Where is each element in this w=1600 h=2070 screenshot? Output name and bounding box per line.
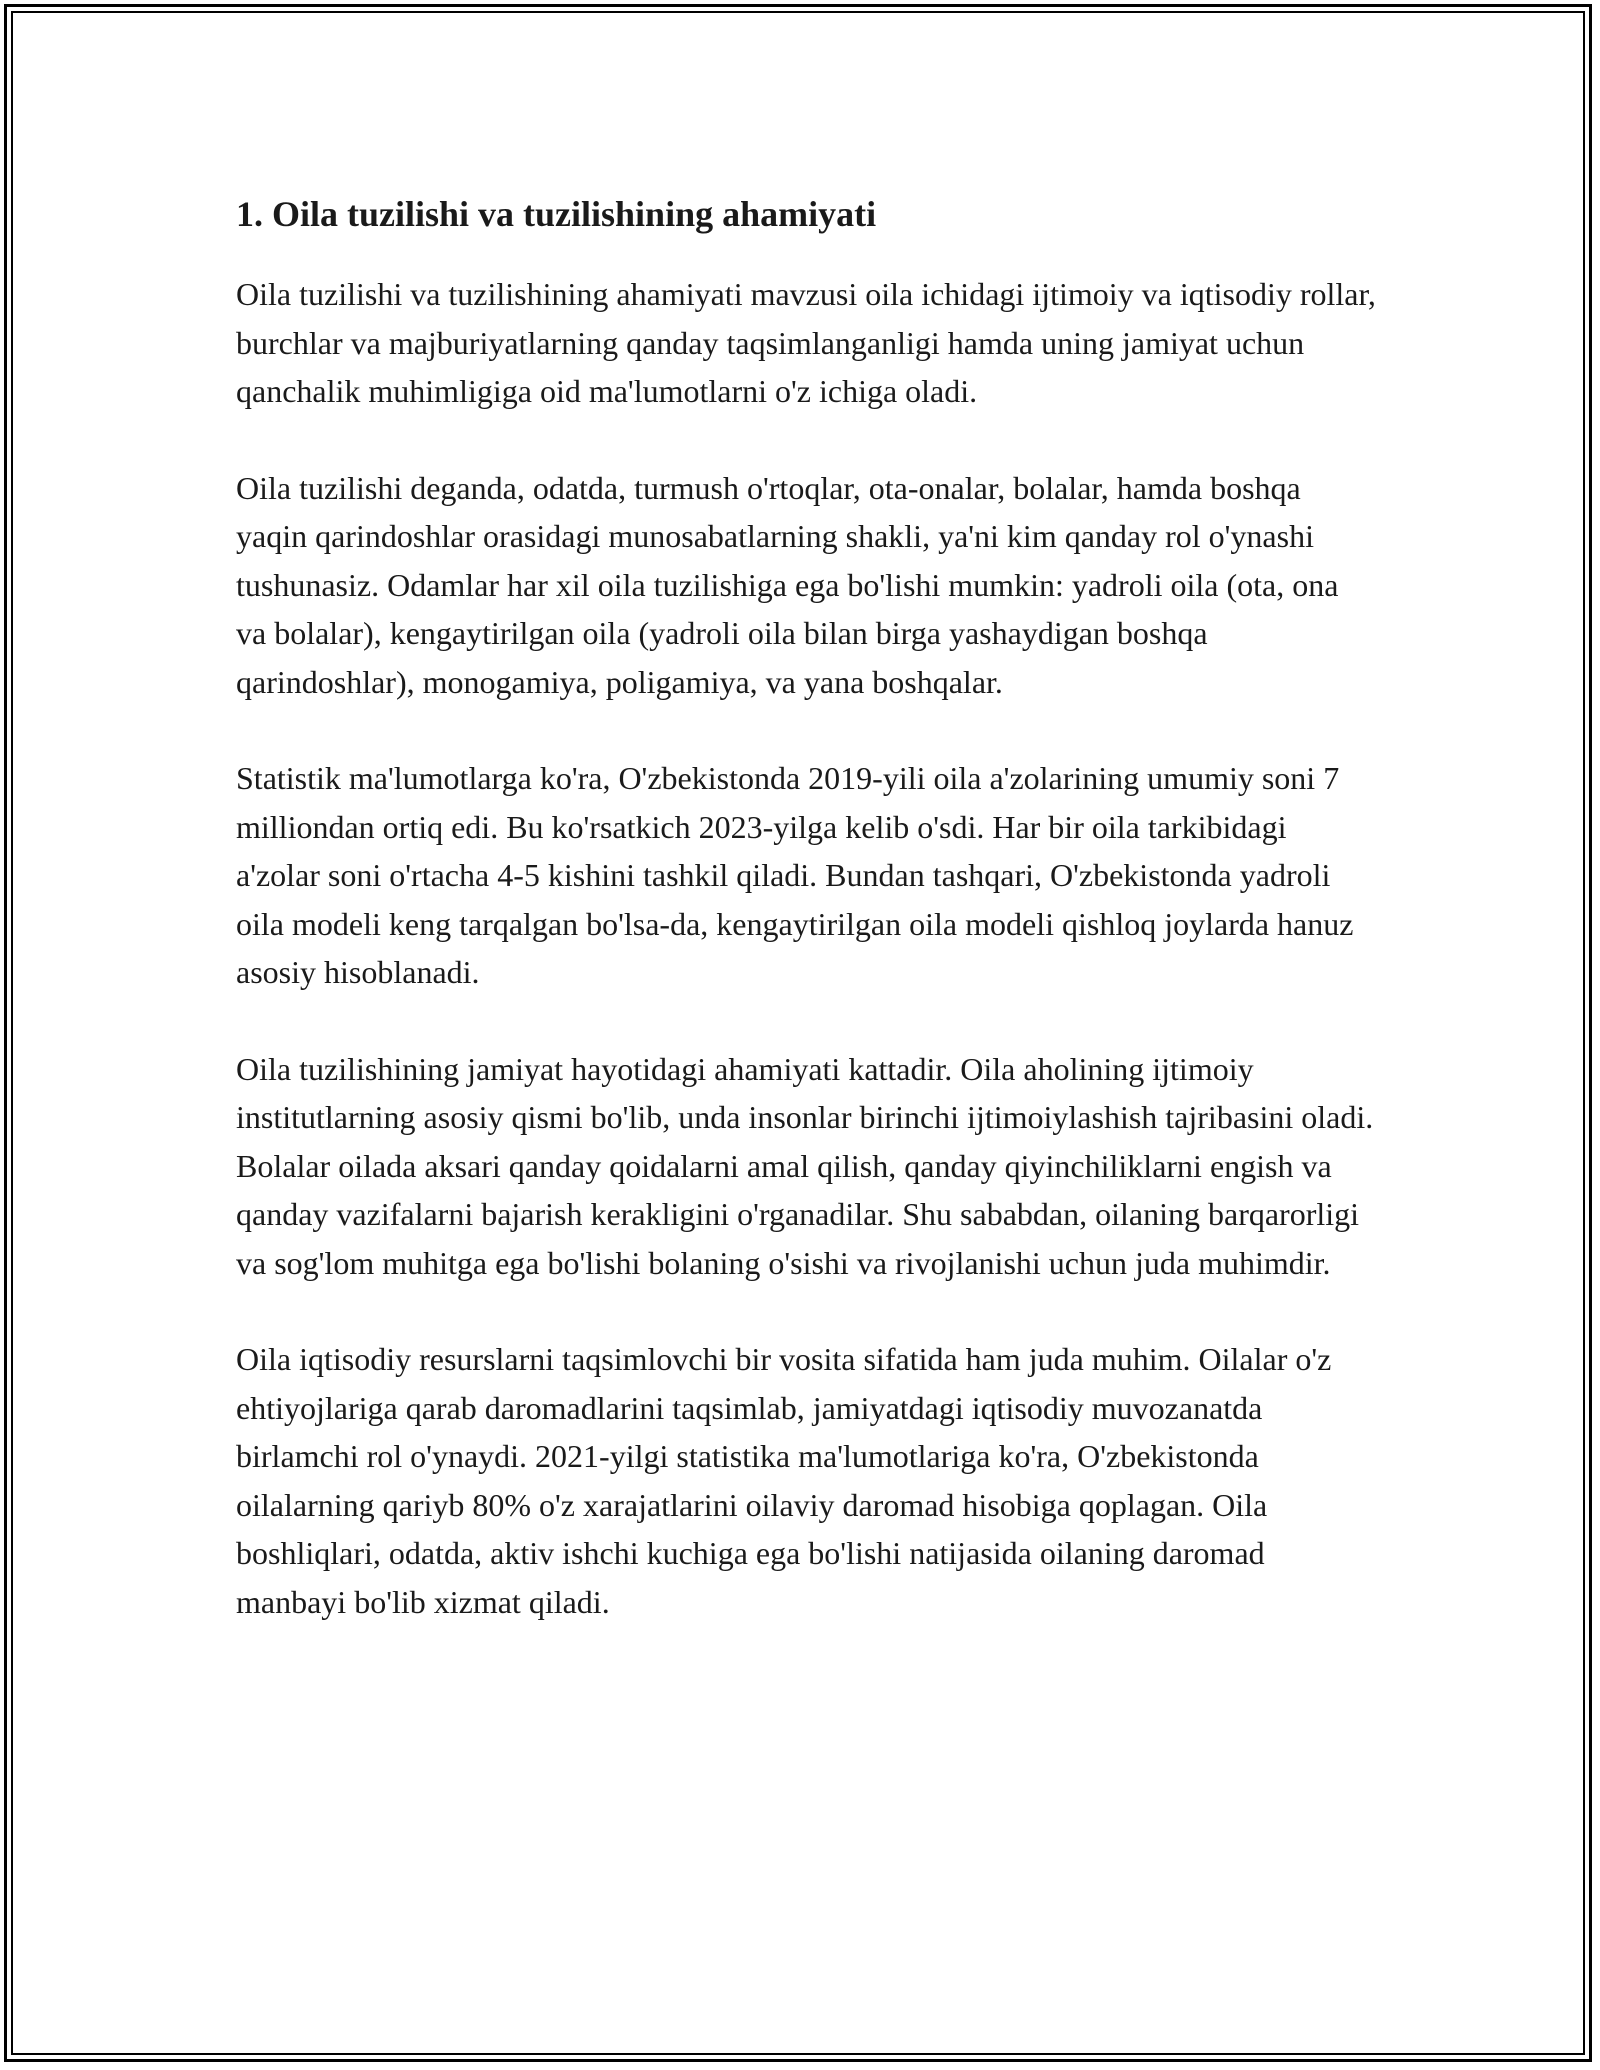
paragraph-social-importance: Oila tuzilishining jamiyat hayotidagi ahamiyati kattadir. Oila aholining ijtimoiy institutlarning asosiy qismi bo'lib, unda insonlar birinchi ijtimoiylashish tajribasini oladi. Bolalar oilada aksari qanday qoidalarni amal qilish, qanday qiyinchiliklarni engish va qanday vazifalarni bajarish kerakligini o'rganadilar. Shu sababdan, oilaning barqarorligi va sog'lom muhitga ega bo'lishi bolaning o'sishi va rivojlanishi uchun juda muhimdir.	[236, 1050, 1374, 1281]
document-body	[236, 186, 1376, 1674]
paragraph-intro: Oila tuzilishi va tuzilishining ahamiyati mavzusi oila ichidagi ijtimoiy va iqtisodiy rollar, burchlar va majburiyatlarning qanday taqsimlanganligi hamda uning jamiyat uchun qanchalik muhimligiga oid ma'lumotlarni o'z ichiga oladi.	[236, 276, 1376, 409]
paragraph-family-structure: Oila tuzilishi deganda, odatda, turmush o'rtoqlar, ota-onalar, bolalar, hamda boshqa yaqin qarindoshlar orasidagi munosabatlarning shakli, ya'ni kim qanday rol o'ynashi tushunasiz. Odamlar har xil oila tuzilishiga ega bo'lishi mumkin: yadroli oila (ota, ona va bolalar), kengaytirilgan oila (yadroli oila bilan birga yashaydigan boshqa qarindoshlar), monogamiya, poligamiya, va yana boshqalar.	[236, 469, 1339, 700]
paragraph-statistics: Statistik ma'lumotlarga ko'ra, O'zbekistonda 2019-yili oila a'zolarining umumiy soni 7 milliondan ortiq edi. Bu ko'rsatkich 2023-yilga kelib o'sdi. Har bir oila tarkibidagi a'zolar soni o'rtacha 4-5 kishini tashkil qiladi. Bundan tashqari, O'zbekistonda yadroli oila modeli keng tarqalgan bo'lsa-da, kengaytirilgan oila modeli qishloq joylarda hanuz asosiy hisoblanadi.	[236, 760, 1354, 990]
section-heading: 1. Oila tuzilishi va tuzilishining ahamiyati	[236, 194, 877, 234]
paragraph-economic-role: Oila iqtisodiy resurslarni taqsimlovchi bir vosita sifatida ham juda muhim. Oilalar o'z ehtiyojlariga qarab daromadlarini taqsimlab, jamiyatdagi iqtisodiy muvozanatda birlamchi rol o'ynaydi. 2021-yilgi statistika ma'lumotlariga ko'ra, O'zbekistonda oilalarning qariyb 80% o'z xarajatlarini oilaviy daromad hisobiga qoplagan. Oila boshliqlari, odatda, aktiv ishchi kuchiga ega bo'lishi natijasida oilaning daromad manbayi bo'lib xizmat qiladi.	[236, 1341, 1332, 1620]
